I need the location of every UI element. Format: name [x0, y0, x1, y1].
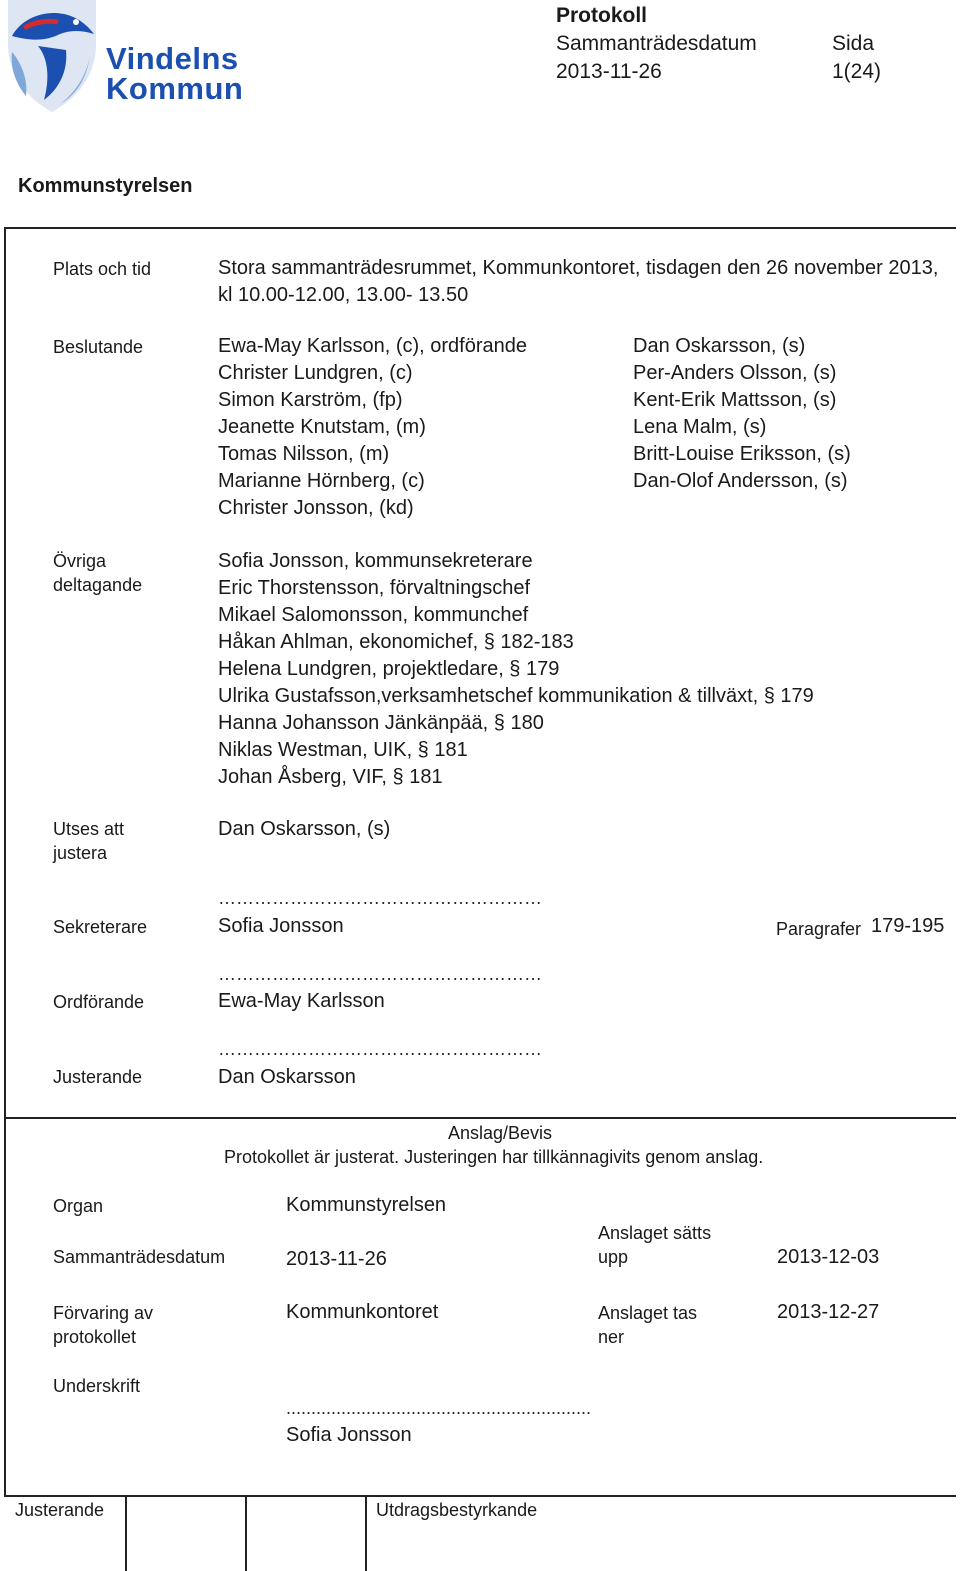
- meeting-date-label: Sammanträdesdatum: [556, 32, 757, 55]
- posted-label-line-2: upp: [598, 1247, 629, 1267]
- frame-left-line: [4, 227, 6, 1497]
- deciding-member: Simon Karström, (fp): [218, 389, 403, 411]
- deciding-label: Beslutande: [53, 337, 144, 357]
- organ-value: Kommunstyrelsen: [286, 1194, 447, 1216]
- participant: Eric Thorstensson, förvaltningschef: [218, 577, 531, 599]
- signature-line-chair: ………………………………………………: [218, 964, 542, 984]
- chair-name: Ewa-May Karlsson: [218, 990, 385, 1012]
- notice-text: Protokollet är justerat. Justeringen har tillkännagivits genom anslag.: [224, 1147, 764, 1167]
- other-participants-label: [53, 549, 142, 597]
- adjuster-label: Justerande: [53, 1067, 143, 1087]
- paragraphs-value: 179-195: [871, 915, 945, 937]
- participant: Ulrika Gustafsson,verksamhetschef kommunikation & tillväxt, § 179: [218, 685, 814, 707]
- footer-divider-1: [125, 1495, 127, 1571]
- appointed-adjuster-value: Dan Oskarsson, (s): [218, 818, 391, 840]
- posted-value: 2013-12-03: [777, 1246, 880, 1268]
- participant: Helena Lundgren, projektledare, § 179: [218, 658, 560, 680]
- meeting-date-value: 2013-11-26: [556, 60, 662, 83]
- place-time-line-2: kl 10.00-12.00, 13.00- 13.50: [218, 284, 469, 306]
- appointed-adjuster-label: [53, 817, 124, 865]
- notice-date-label: Sammanträdesdatum: [53, 1247, 226, 1267]
- committee-heading: Kommunstyrelsen: [18, 175, 193, 197]
- municipality-logo: [4, 0, 254, 118]
- page-value: 1(24): [832, 60, 882, 83]
- participant: Mikael Salomonsson, kommunchef: [218, 604, 529, 626]
- posted-label: [598, 1221, 711, 1269]
- other-participants-label-line-1: Övriga: [53, 551, 107, 571]
- notice-divider: [4, 1117, 956, 1119]
- footer-divider-3: [365, 1495, 367, 1571]
- participant: Johan Åsberg, VIF, § 181: [218, 766, 443, 788]
- deciding-member: Britt-Louise Eriksson, (s): [633, 443, 851, 465]
- other-participants-list: [218, 548, 814, 791]
- signature-line-secretary: ………………………………………………: [218, 888, 542, 908]
- footer-divider-2: [245, 1495, 247, 1571]
- page-label: Sida: [832, 32, 875, 55]
- deciding-list-right: [633, 333, 851, 495]
- appointed-label-line-2: justera: [53, 843, 108, 863]
- deciding-member: Tomas Nilsson, (m): [218, 443, 390, 465]
- removed-label: [598, 1301, 697, 1349]
- posted-label-line-1: Anslaget sätts: [598, 1223, 712, 1243]
- other-participants-label-line-2: deltagande: [53, 575, 143, 595]
- appointed-label-line-1: Utses att: [53, 819, 125, 839]
- frame-top-line: [4, 227, 956, 229]
- deciding-member: Lena Malm, (s): [633, 416, 767, 438]
- organ-label: Organ: [53, 1196, 104, 1216]
- place-time-label: Plats och tid: [53, 259, 152, 279]
- deciding-member: Dan-Olof Andersson, (s): [633, 470, 848, 492]
- paragraphs-label: Paragrafer: [776, 919, 862, 939]
- participant: Håkan Ahlman, ekonomichef, § 182-183: [218, 631, 574, 653]
- signature-line: .............................................................: [286, 1398, 592, 1418]
- deciding-member: Ewa-May Karlsson, (c), ordförande: [218, 335, 528, 357]
- logo-line-1: Vindelns: [106, 41, 239, 76]
- chair-label: Ordförande: [53, 992, 145, 1012]
- storage-label-line-2: protokollet: [53, 1327, 137, 1347]
- deciding-member: Marianne Hörnberg, (c): [218, 470, 425, 492]
- participant: Niklas Westman, UIK, § 181: [218, 739, 468, 761]
- document-title: Protokoll: [556, 4, 648, 27]
- participant: Sofia Jonsson, kommunsekreterare: [218, 550, 533, 572]
- footer-top-line: [4, 1495, 956, 1497]
- signature-line-adjuster: ………………………………………………: [218, 1039, 542, 1059]
- participant: Hanna Johansson Jänkänpää, § 180: [218, 712, 544, 734]
- removed-label-line-1: Anslaget tas: [598, 1303, 698, 1323]
- secretary-name: Sofia Jonsson: [218, 915, 344, 937]
- footer-certifier-label: Utdragsbestyrkande: [376, 1500, 538, 1520]
- adjuster-name: Dan Oskarsson: [218, 1066, 356, 1088]
- shield-fish-icon: [4, 0, 104, 116]
- signature-name: Sofia Jonsson: [286, 1424, 412, 1446]
- secretary-label: Sekreterare: [53, 917, 148, 937]
- removed-value: 2013-12-27: [777, 1301, 880, 1323]
- storage-label-line-1: Förvaring av: [53, 1303, 154, 1323]
- deciding-member: Per-Anders Olsson, (s): [633, 362, 837, 384]
- notice-title: Anslag/Bevis: [448, 1123, 553, 1143]
- place-time-line-1: Stora sammanträdesrummet, Kommunkontoret, tisdagen den 26 november 2013,: [218, 257, 939, 279]
- logo-line-2: Kommun: [106, 71, 244, 106]
- deciding-member: Jeanette Knutstam, (m): [218, 416, 426, 438]
- deciding-member: Dan Oskarsson, (s): [633, 335, 806, 357]
- footer-adjuster-label: Justerande: [15, 1500, 105, 1520]
- deciding-member: Christer Jonsson, (kd): [218, 497, 414, 519]
- storage-label: [53, 1301, 153, 1349]
- deciding-member: Kent-Erik Mattsson, (s): [633, 389, 837, 411]
- deciding-list-left: [218, 333, 527, 522]
- notice-date-value: 2013-11-26: [286, 1248, 387, 1270]
- deciding-member: Christer Lundgren, (c): [218, 362, 413, 384]
- signature-label: Underskrift: [53, 1376, 141, 1396]
- storage-value: Kommunkontoret: [286, 1301, 439, 1323]
- logo-wordmark: [106, 41, 244, 106]
- removed-label-line-2: ner: [598, 1327, 625, 1347]
